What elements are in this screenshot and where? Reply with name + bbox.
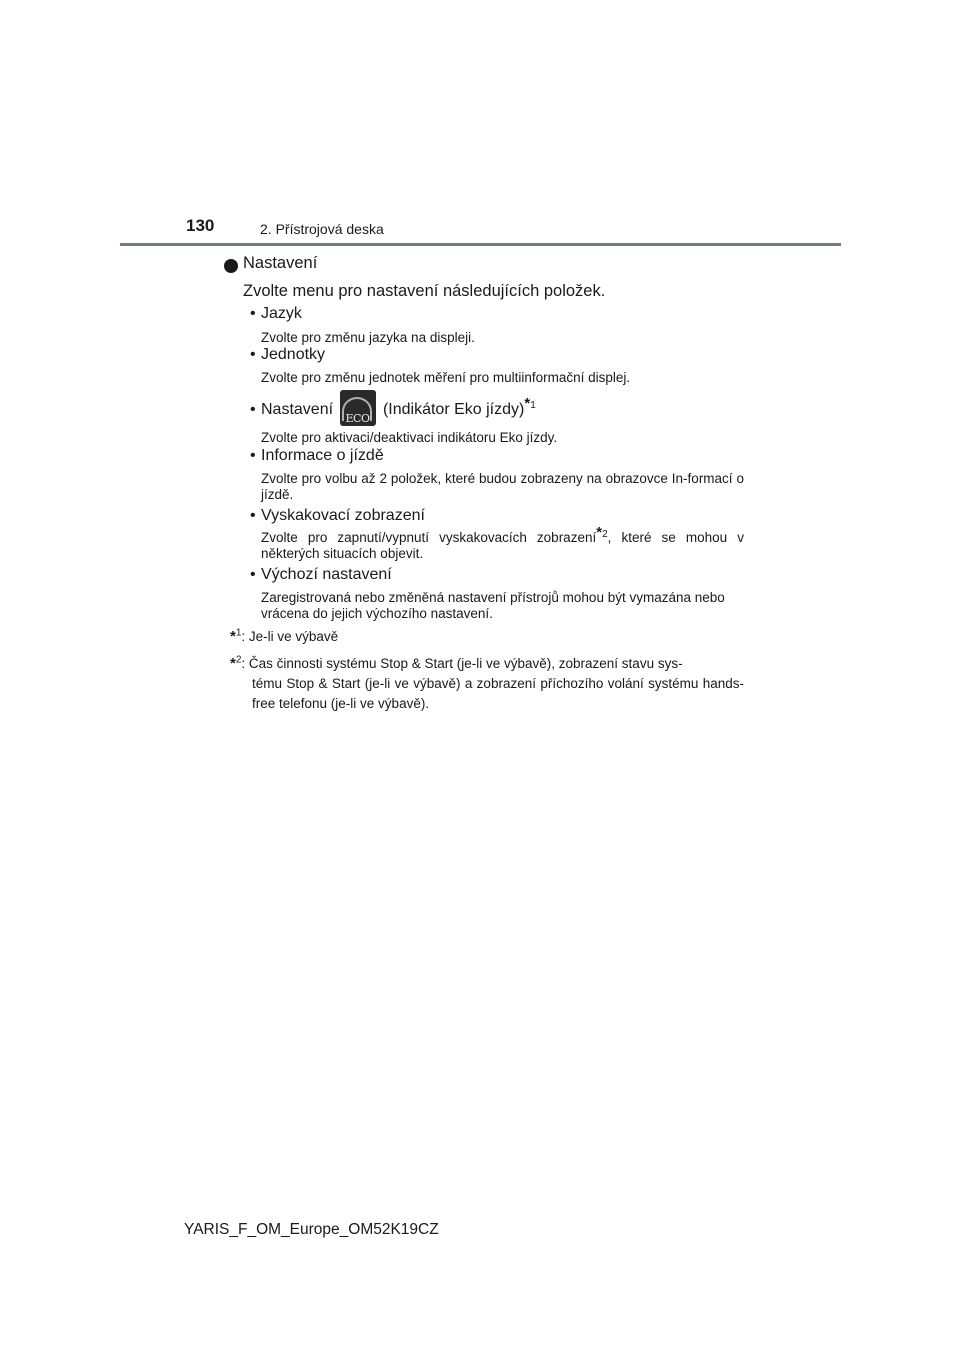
page-number: 130 — [186, 216, 215, 235]
item-description: Zvolte pro změnu jazyka na displeji. — [261, 330, 475, 345]
desc-text: Zvolte pro zapnutí/vypnutí vyskakovacích zobrazení — [261, 530, 597, 545]
list-item-jednotky — [250, 346, 325, 364]
footnote-2 — [230, 654, 744, 674]
footnote-2-continued: tému Stop & Start (je-li ve výbavě) a zobrazení příchozího volání systému hands-free telefonu (je-li ve výbavě). — [252, 676, 744, 711]
section-intro: Zvolte menu pro nastavení následujících položek. — [243, 282, 606, 300]
footnote-text: : Je-li ve výbavě — [241, 629, 339, 644]
item-label: Jazyk — [261, 305, 302, 322]
footnote-1 — [230, 627, 338, 647]
bullet-icon: • — [250, 507, 256, 524]
chapter-title: 2. Přístrojová deska — [260, 221, 384, 237]
footnote-text: : Čas činnosti systému Stop & Start (je-li ve výbavě), zobrazení stavu sys- — [241, 656, 683, 671]
footnote-star: * — [230, 628, 236, 645]
item-label: Nastavení — [261, 401, 334, 419]
item-label-suffix: (Indikátor Eko jízdy) — [382, 401, 525, 419]
item-description: Zvolte pro aktivaci/deaktivaci indikátoru Eko jízdy. — [261, 430, 558, 445]
footnote-star: * — [230, 655, 236, 672]
bullet-icon: • — [250, 346, 256, 363]
item-description — [261, 523, 744, 562]
list-item-nastaveni-eco — [250, 392, 536, 428]
item-label: Jednotky — [261, 346, 326, 363]
list-item-vyskakovaci-zobrazeni — [250, 507, 425, 525]
bullet-icon: • — [250, 401, 256, 419]
item-description: Zvolte pro volbu až 2 položek, které budou zobrazeny na obrazovce In-formací o jízdě. — [261, 471, 744, 502]
eco-indicator-icon — [340, 390, 376, 426]
footnote-ref: 2 — [602, 528, 608, 540]
item-description: Zaregistrovaná nebo změněná nastavení přístrojů mohou být vymazána nebo vrácena do jejich výchozího nastavení. — [261, 590, 725, 621]
list-item-vychozi-nastaveni — [250, 566, 392, 584]
footnote-number: 1 — [235, 627, 242, 639]
eco-label: ECO — [345, 412, 370, 425]
bullet-icon: • — [250, 447, 256, 464]
bullet-icon: • — [250, 305, 256, 322]
header-divider — [120, 243, 841, 246]
document-id: YARIS_F_OM_Europe_OM52K19CZ — [184, 1221, 439, 1238]
item-label: Výchozí nastavení — [261, 566, 392, 583]
item-label: Informace o jízdě — [261, 447, 384, 464]
footnote-ref: 1 — [530, 399, 536, 411]
item-description: Zvolte pro změnu jednotek měření pro multiinformační displej. — [261, 370, 631, 385]
footnote-star: * — [524, 394, 531, 412]
section-title: Nastavení — [243, 254, 318, 272]
item-label: Vyskakovací zobrazení — [261, 507, 425, 524]
desc-text-cont: , které se mohou v některých situacích objevit. — [261, 530, 744, 561]
footnote-number: 2 — [235, 654, 242, 666]
bullet-icon: • — [250, 566, 256, 583]
section-bullet-icon — [224, 259, 238, 273]
list-item-informace-o-jizde — [250, 447, 384, 465]
footnote-star: * — [596, 523, 603, 541]
list-item-jazyk — [250, 305, 302, 323]
